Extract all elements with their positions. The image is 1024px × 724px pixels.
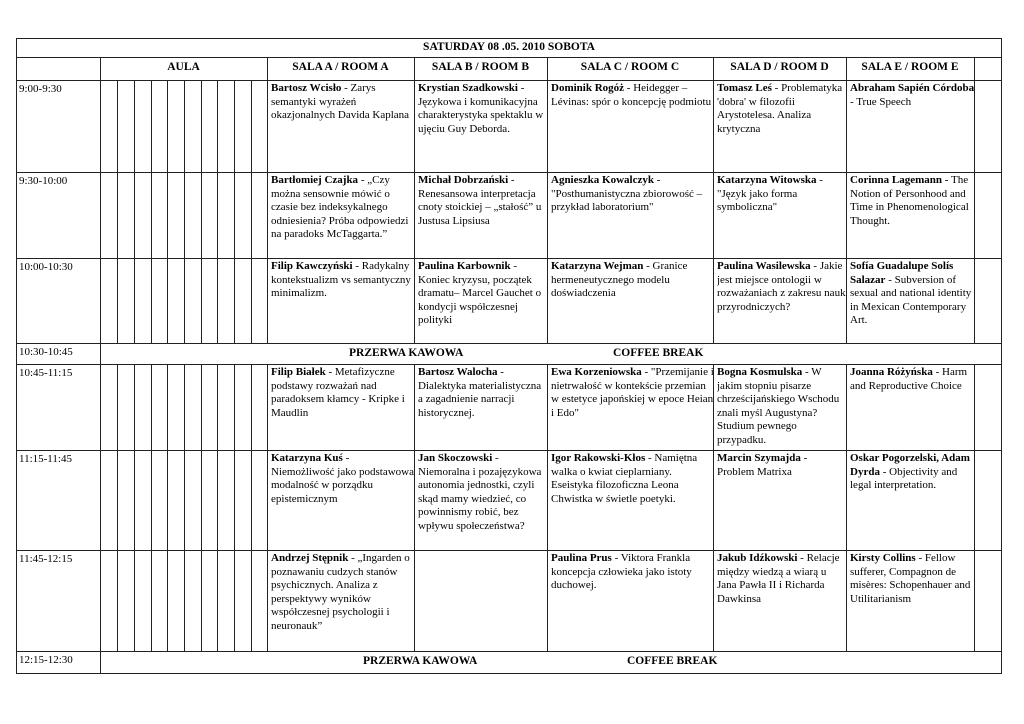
talk-speaker: Abraham Sapién Córdoba — [850, 82, 975, 94]
talk-speaker: Katarzyna Witowska — [717, 174, 817, 186]
talk-cell — [271, 452, 415, 549]
column-line — [217, 80, 218, 343]
break-label-pl: PRZERWA KAWOWA — [349, 347, 464, 359]
row-line — [16, 172, 1002, 173]
talk-speaker: Kirsty Collins — [850, 552, 916, 564]
time-slot: 11:45-12:15 — [19, 553, 73, 565]
talk-speaker: Jan Skoczowski — [418, 452, 493, 464]
talk-separator: - — [352, 260, 362, 272]
talk-speaker: Filip Białek — [271, 366, 326, 378]
talk-speaker: Paulina Prus — [551, 552, 612, 564]
column-line — [100, 651, 101, 674]
schedule-title: SATURDAY 08 .05. 2010 SOBOTA — [423, 41, 595, 53]
talk-title: Granice hermeneutycznego modelu doświadczenia — [551, 260, 688, 300]
talk-separator: - — [942, 174, 951, 186]
talk-title: Namiętna walka o kwiat cieplarniany. Eseistyka filozoficzna Leona Chwistka w świetle poetyki. — [551, 452, 698, 505]
talk-speaker: Jakub Idźkowski — [717, 552, 798, 564]
talk-title: „Ingarden o poznawaniu cudzych stanów psychicznych. Analiza z perspektywy wyników współczesnej psychologii i neuronauk” — [271, 552, 410, 632]
column-line — [134, 80, 135, 343]
table-border — [16, 38, 1002, 39]
talk-cell — [850, 366, 975, 449]
talk-cell — [418, 174, 548, 257]
talk-cell — [850, 552, 975, 650]
talk-separator: - — [348, 552, 358, 564]
talk-title: Dialektyka materialistyczna a zagadnienie narracji historycznej. — [418, 379, 542, 419]
talk-separator: - — [517, 82, 525, 94]
talk-cell — [717, 82, 847, 171]
talk-cell — [551, 366, 714, 449]
talk-cell — [850, 260, 975, 342]
talk-separator: - — [342, 452, 350, 464]
row-line — [16, 364, 1002, 365]
talk-separator: - — [341, 82, 351, 94]
talk-speaker: Paulina Wasilewska — [717, 260, 811, 272]
talk-separator: - — [508, 174, 515, 186]
talk-cell — [418, 452, 548, 549]
column-line — [117, 80, 118, 343]
talk-separator: - — [771, 82, 782, 94]
row-line — [16, 450, 1002, 451]
talk-separator: - — [510, 260, 518, 272]
room-header: SALA B / ROOM B — [431, 61, 530, 73]
talk-speaker: Paulina Karbownik — [418, 260, 511, 272]
break-label-pl: PRZERWA KAWOWA — [363, 655, 478, 667]
talk-speaker: Tomasz Leś — [717, 82, 772, 94]
room-header: SALA E / ROOM E — [861, 61, 959, 73]
talk-separator: - — [643, 260, 653, 272]
talk-title: Problematyka 'dobra' w filozofii Arystotelesa. Analiza krytyczna — [717, 82, 843, 135]
talk-cell — [850, 82, 975, 171]
room-header: SALA D / ROOM D — [730, 61, 829, 73]
talk-title: Zarys semantyki wyrażeń okazjonalnych Davida Kaplana — [271, 82, 410, 122]
talk-separator: - — [800, 452, 808, 464]
talk-speaker: Marcin Szymajda — [717, 452, 801, 464]
talk-title: Niemożliwość jako podstawowa modalność w porządku epistemicznym — [271, 465, 414, 505]
break-label-en: COFFEE BREAK — [613, 347, 704, 359]
column-line — [217, 364, 218, 651]
schedule-table — [16, 38, 1002, 674]
talk-cell — [850, 174, 975, 257]
column-line — [184, 364, 185, 651]
column-line — [134, 364, 135, 651]
column-line — [117, 364, 118, 651]
column-line — [151, 80, 152, 343]
talk-title: Koniec kryzysu, początek dramatu– Marcel Gauchet o kondycji współczesnej polityki — [418, 273, 542, 327]
talk-separator: - — [810, 260, 820, 272]
time-slot: 12:15-12:30 — [19, 654, 73, 666]
talk-speaker: Michał Dobrzański — [418, 174, 509, 186]
talk-speaker: Joanna Różyńska — [850, 366, 933, 378]
talk-title: Radykalny kontekstualizm vs semantyczny minimalizm. — [271, 260, 411, 300]
talk-separator: - — [816, 174, 823, 186]
talk-title: "Język jako forma symboliczna" — [717, 187, 798, 214]
talk-cell — [271, 260, 415, 342]
talk-speaker: Ewa Korzeniowska — [551, 366, 642, 378]
column-line — [234, 364, 235, 651]
talk-title: "Przemijanie i nietrwałość w kontekście przemian w estetyce japońskiej w epoce Heian i Edo" — [551, 366, 714, 419]
talk-separator: - — [492, 452, 499, 464]
talk-cell — [717, 174, 847, 257]
talk-cell — [418, 82, 548, 171]
row-line — [16, 651, 1002, 652]
talk-speaker: Bartłomiej Czajka — [271, 174, 359, 186]
row-line — [16, 80, 1002, 81]
talk-title: Fellow sufferer, Compagnon de misères: Schopenhauer and Utilitarianism — [850, 552, 971, 605]
talk-cell — [551, 260, 714, 342]
talk-title: Jakie jest miejsce ontologii w rozważaniach z zakresu nauk przyrodniczych? — [717, 260, 846, 313]
talk-cell — [717, 260, 847, 342]
row-line — [16, 57, 1002, 58]
column-line — [100, 343, 101, 364]
talk-separator: - — [641, 366, 651, 378]
talk-title: Objectivity and legal interpretation. — [850, 465, 958, 492]
talk-cell — [717, 552, 847, 650]
talk-separator: - — [497, 366, 504, 378]
talk-title: Viktora Frankla koncepcja człowieka jako istoty duchowej. — [551, 552, 692, 592]
column-line — [267, 80, 268, 343]
talk-cell — [271, 366, 415, 449]
talk-separator: - — [645, 452, 655, 464]
talk-title: W jakim stopniu pisarze chrześcijańskiego Wschodu znali myśl Augustyna? Studium pewnego przypadku. — [717, 366, 840, 446]
column-line — [167, 364, 168, 651]
talk-title: Harm and Reproductive Choice — [850, 366, 968, 392]
column-line — [100, 364, 101, 651]
room-header: SALA A / ROOM A — [292, 61, 389, 73]
time-slot: 9:30-10:00 — [19, 175, 68, 187]
column-line — [167, 80, 168, 343]
column-line — [201, 364, 202, 651]
talk-title: Metafizyczne podstawy rozważań nad paradoksem kłamcy - Kripke i Maudlin — [271, 366, 405, 419]
talk-title: "Posthumanistyczna zbiorowość – przykład laboratorium" — [551, 187, 703, 214]
talk-speaker: Andrzej Stępnik — [271, 552, 349, 564]
talk-title: Relacje między wiedzą a wiarą u Jana Pawła II i Richarda Dawkinsa — [717, 552, 840, 605]
talk-separator: - — [879, 465, 890, 478]
talk-cell — [418, 260, 548, 342]
talk-cell — [850, 452, 975, 549]
row-line — [16, 343, 1002, 344]
talk-cell — [551, 174, 714, 257]
table-border — [16, 673, 1002, 674]
column-line — [151, 364, 152, 651]
talk-speaker: Bogna Kosmulska — [717, 366, 803, 378]
talk-title: Problem Matrixa — [717, 465, 792, 478]
talk-speaker: Katarzyna Wejman — [551, 260, 644, 272]
talk-cell — [418, 366, 548, 449]
talk-cell — [551, 82, 714, 171]
talk-title: Językowa i komunikacyjna charakterystyka spektaklu w ujęciu Guy Deborda. — [418, 95, 544, 135]
table-border — [16, 38, 17, 674]
talk-speaker: Katarzyna Kuś — [271, 452, 343, 464]
column-line — [234, 80, 235, 343]
time-slot: 10:30-10:45 — [19, 346, 73, 358]
talk-cell — [717, 366, 847, 449]
talk-separator: - — [611, 552, 621, 564]
talk-separator: - — [802, 366, 812, 378]
column-line — [974, 57, 975, 80]
row-line — [16, 550, 1002, 551]
table-border — [1001, 38, 1002, 674]
row-line — [16, 258, 1002, 259]
talk-speaker: Corinna Lagemann — [850, 174, 942, 186]
talk-cell — [271, 552, 415, 650]
talk-separator: - — [358, 174, 368, 186]
talk-cell — [271, 82, 415, 171]
talk-separator: - — [797, 552, 807, 564]
talk-speaker: Agnieszka Kowalczyk — [551, 174, 654, 186]
room-header: SALA C / ROOM C — [580, 61, 680, 73]
column-line — [267, 364, 268, 651]
talk-separator: - — [653, 174, 661, 186]
break-label-en: COFFEE BREAK — [627, 655, 718, 667]
talk-cell — [551, 452, 714, 549]
talk-cell — [551, 552, 714, 650]
talk-speaker: Dominik Rogóż — [551, 82, 625, 94]
time-slot: 11:15-11:45 — [19, 453, 72, 465]
room-header: AULA — [167, 61, 200, 73]
column-line — [201, 80, 202, 343]
column-line — [184, 80, 185, 343]
talk-speaker: Filip Kawczyński — [271, 260, 353, 272]
talk-cell — [717, 452, 847, 549]
talk-title: Renesansowa interpretacja cnoty stoickiej – „stałość” u Justusa Lipsiusa — [418, 187, 542, 227]
column-line — [251, 364, 252, 651]
talk-title: „Czy można sensownie mówić o czasie bez indeksykalnego odniesienia? Próba odpowiedzi na paradoks McTaggarta.” — [271, 174, 409, 241]
talk-cell — [271, 174, 415, 257]
talk-speaker: Bartosz Walocha — [418, 366, 498, 378]
time-slot: 9:00-9:30 — [19, 83, 62, 95]
talk-speaker: Oskar Pogorzelski, Adam Dyrda — [850, 452, 970, 478]
talk-separator: - — [915, 552, 925, 564]
talk-speaker: Sofía Guadalupe Solís Salazar — [850, 260, 954, 286]
talk-speaker: Bartosz Wcisło — [271, 82, 342, 94]
talk-title: Heidegger – Lévinas: spór o koncepcję podmiotu — [551, 82, 712, 108]
talk-title: Subversion of sexual and national identity in Mexican Contemporary Art. — [850, 273, 972, 327]
column-line — [100, 80, 101, 343]
talk-separator: - — [624, 82, 634, 94]
talk-separator: - — [325, 366, 335, 378]
talk-title: The Notion of Personhood and Time in Phenomenological Thought. — [850, 174, 969, 227]
talk-separator: - — [932, 366, 942, 378]
talk-separator: - — [885, 273, 895, 286]
column-line — [251, 80, 252, 343]
talk-speaker: Krystian Szadkowski — [418, 82, 518, 94]
time-slot: 10:00-10:30 — [19, 261, 73, 273]
talk-title: True Speech — [856, 95, 912, 108]
talk-separator: - — [850, 95, 857, 108]
talk-speaker: Igor Rakowski-Kłos — [551, 452, 646, 464]
talk-title: Niemoralna i pozajęzykowa autonomia jednostki, czyli skąd mamy wiedzieć, co powinnismy robić, bez wpływu społeczeństwa? — [418, 465, 542, 532]
time-slot: 10:45-11:15 — [19, 367, 73, 379]
